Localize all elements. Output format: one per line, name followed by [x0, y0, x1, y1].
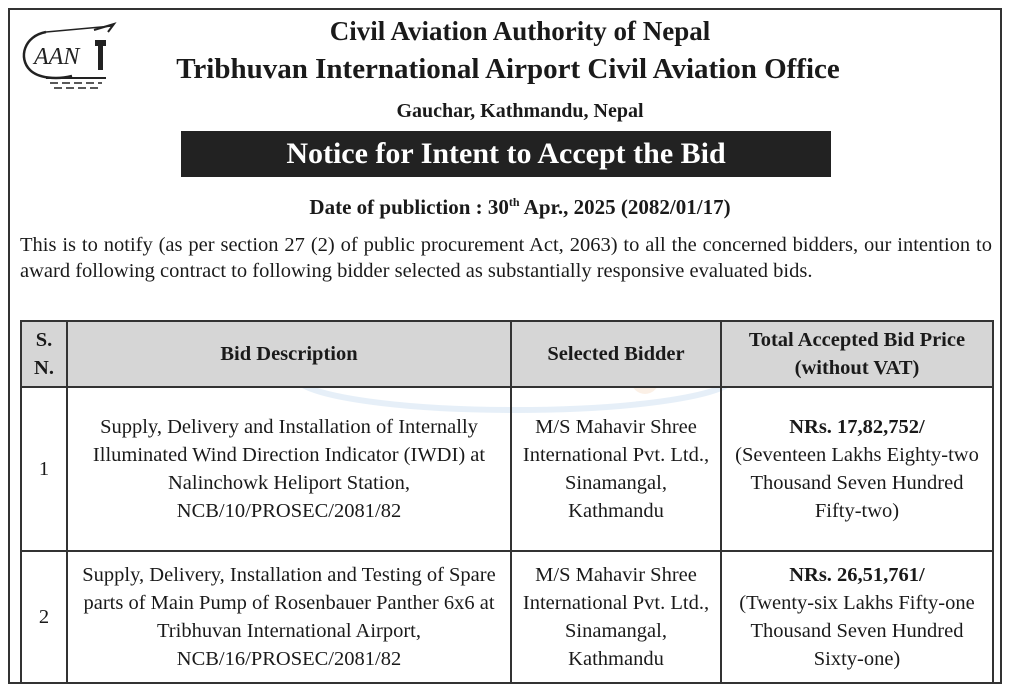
- date-label: Date of publiction : 30: [309, 195, 509, 219]
- row-price-words: (Twenty-six Lakhs Fifty-one Thousand Seven Hundred Sixty-one): [739, 592, 975, 670]
- table-header-row: [21, 321, 993, 387]
- row-price: NRs. 17,82,752/: [789, 416, 925, 438]
- office-address: Gauchar, Kathmandu, Nepal: [396, 100, 644, 122]
- org-name: Civil Aviation Authority of Nepal: [329, 16, 711, 46]
- intro-paragraph: This is to notify (as per section 27 (2) of public procurement Act, 2063) to all the concerned bidders, our intention to award following contract to following bidder selected as substantially responsive evaluated bids.: [20, 234, 992, 282]
- notice-title: Notice for Intent to Accept the Bid: [286, 137, 726, 170]
- date-suffix: th: [508, 195, 520, 209]
- date-rest: Apr., 2025 (2082/01/17): [519, 195, 731, 219]
- office-name: Tribhuvan International Airport Civil Aviation Office: [176, 53, 840, 85]
- row-bidder: M/S Mahavir Shree International Pvt. Ltd., Sinamangal, Kathmandu: [511, 551, 721, 683]
- header-sn: S. N.: [21, 321, 67, 387]
- row-sn: 1: [21, 387, 67, 551]
- publication-date: [150, 188, 890, 221]
- header-price: Total Accepted Bid Price (without VAT): [721, 321, 993, 387]
- row-price-words: (Seventeen Lakhs Eighty-two Thousand Seven Hundred Fifty-two): [735, 444, 979, 522]
- row-description: Supply, Delivery, Installation and Testing of Spare parts of Main Pump of Rosenbauer Panther 6x6 at Tribhuvan International Airport, NCB/16/PROSEC/2081/82: [67, 551, 511, 683]
- table-row: [21, 551, 993, 683]
- row-bidder: M/S Mahavir Shree International Pvt. Ltd., Sinamangal, Kathmandu: [511, 387, 721, 551]
- row-price: NRs. 26,51,761/: [789, 564, 925, 586]
- row-sn: 2: [21, 551, 67, 683]
- notice-title-banner: [181, 131, 831, 177]
- bids-table: [20, 320, 994, 684]
- logo-lettering: AAN: [34, 44, 80, 70]
- caan-logo: [16, 20, 124, 92]
- row-price-cell: [721, 551, 993, 683]
- table-row: [21, 387, 993, 551]
- row-description: Supply, Delivery and Installation of Internally Illuminated Wind Direction Indicator (IWDI) at Nalinchowk Heliport Station, NCB/10/PROSEC/2081/82: [67, 387, 511, 551]
- header-description: Bid Description: [67, 321, 511, 387]
- header-bidder: Selected Bidder: [511, 321, 721, 387]
- row-price-cell: [721, 387, 993, 551]
